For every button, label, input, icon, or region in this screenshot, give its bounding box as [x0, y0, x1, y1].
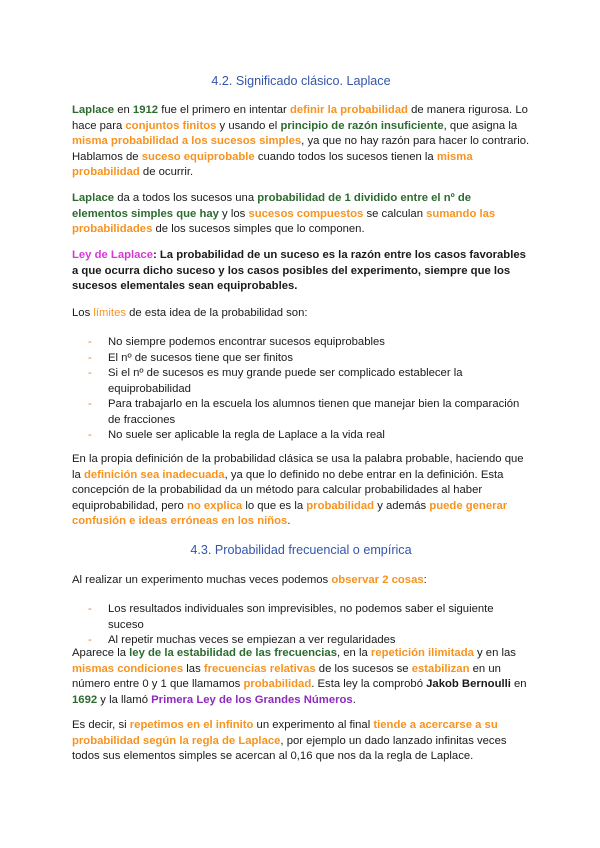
paragraph-laplace-intro: Laplace en 1912 fue el primero en intentar definir la probabilidad de manera rigurosa. Lo hace para conjuntos finitos y usando el principio de razón insuficiente, que asigna la misma probabilidad a los sucesos simples, ya que no hay razón para hacer lo contrario. Hablamos de suceso equiprobable cuando todos los sucesos tienen la misma probabilidad de ocurrir.: [72, 104, 530, 178]
section-title-4-3: 4.3. Probabilidad frecuencial o empírica: [190, 543, 412, 557]
list-item: - Para trabajarlo en la escuela los alumnos tienen que manejar bien la comparación de fracciones: [72, 397, 530, 428]
paragraph-infinite-repetition: Es decir, si repetimos en el infinito un experimento al final tiende a acercarse a su probabilidad según la regla de Laplace, por ejemplo un dado lanzado infinitas veces todos sus elementos simples se acercan al 0,16 que nos da la regla de Laplace.: [72, 719, 507, 762]
paragraph-frequency-law: Aparece la ley de la estabilidad de las frecuencias, en la repetición ilimitada y en las mismas condiciones las frecuencias relativas de los sucesos se estabilizan en un número entre 0 y 1 que llamamos probabilidad. Esta ley la comprobó Jakob Bernoulli en 1692 y la llamó Primera Ley de los Grandes Números.: [72, 647, 527, 706]
paragraph-definition-critique: En la propia definición de la probabilidad clásica se usa la palabra probable, haciendo que la definición sea inadecuada, ya que lo definido no debe entrar en la definición. Esta concepción de la probabilidad da un método para calcular probabilidades al haber equiprobabilidad, pero no explica lo que es la probabilidad y además puede generar confusión e ideas erróneas en los niños.: [72, 453, 524, 527]
limits-list: [72, 335, 530, 444]
paragraph-ley-de-laplace: Ley de Laplace: La probabilidad de un suceso es la razón entre los casos favorables a que ocurra dicho suceso y los casos posibles del experimento, siempre que los sucesos elementales sean equiprobables.: [72, 249, 526, 292]
list-item: - No siempre podemos encontrar sucesos equiprobables: [72, 335, 530, 351]
section-title-4-2: 4.2. Significado clásico. Laplace: [211, 74, 391, 88]
paragraph-experiment-intro: Al realizar un experimento muchas veces podemos observar 2 cosas:: [72, 574, 427, 586]
paragraph-limits-intro: Los límites de esta idea de la probabilidad son:: [72, 307, 308, 319]
list-item: - El nº de sucesos tiene que ser finitos: [72, 351, 530, 367]
paragraph-laplace-rule: Laplace da a todos los sucesos una probabilidad de 1 dividido entre el nº de elementos simples que hay y los sucesos compuestos se calculan sumando las probabilidades de los sucesos simples que lo componen.: [72, 192, 496, 235]
observations-list: [72, 602, 530, 649]
list-item: - Al repetir muchas veces se empiezan a ver regularidades: [72, 633, 530, 649]
list-item: - No suele ser aplicable la regla de Laplace a la vida real: [72, 428, 530, 444]
list-item: - Los resultados individuales son imprevisibles, no podemos saber el siguiente suceso: [72, 602, 530, 633]
list-item: - Si el nº de sucesos es muy grande puede ser complicado establecer la equiprobabilidad: [72, 366, 530, 397]
